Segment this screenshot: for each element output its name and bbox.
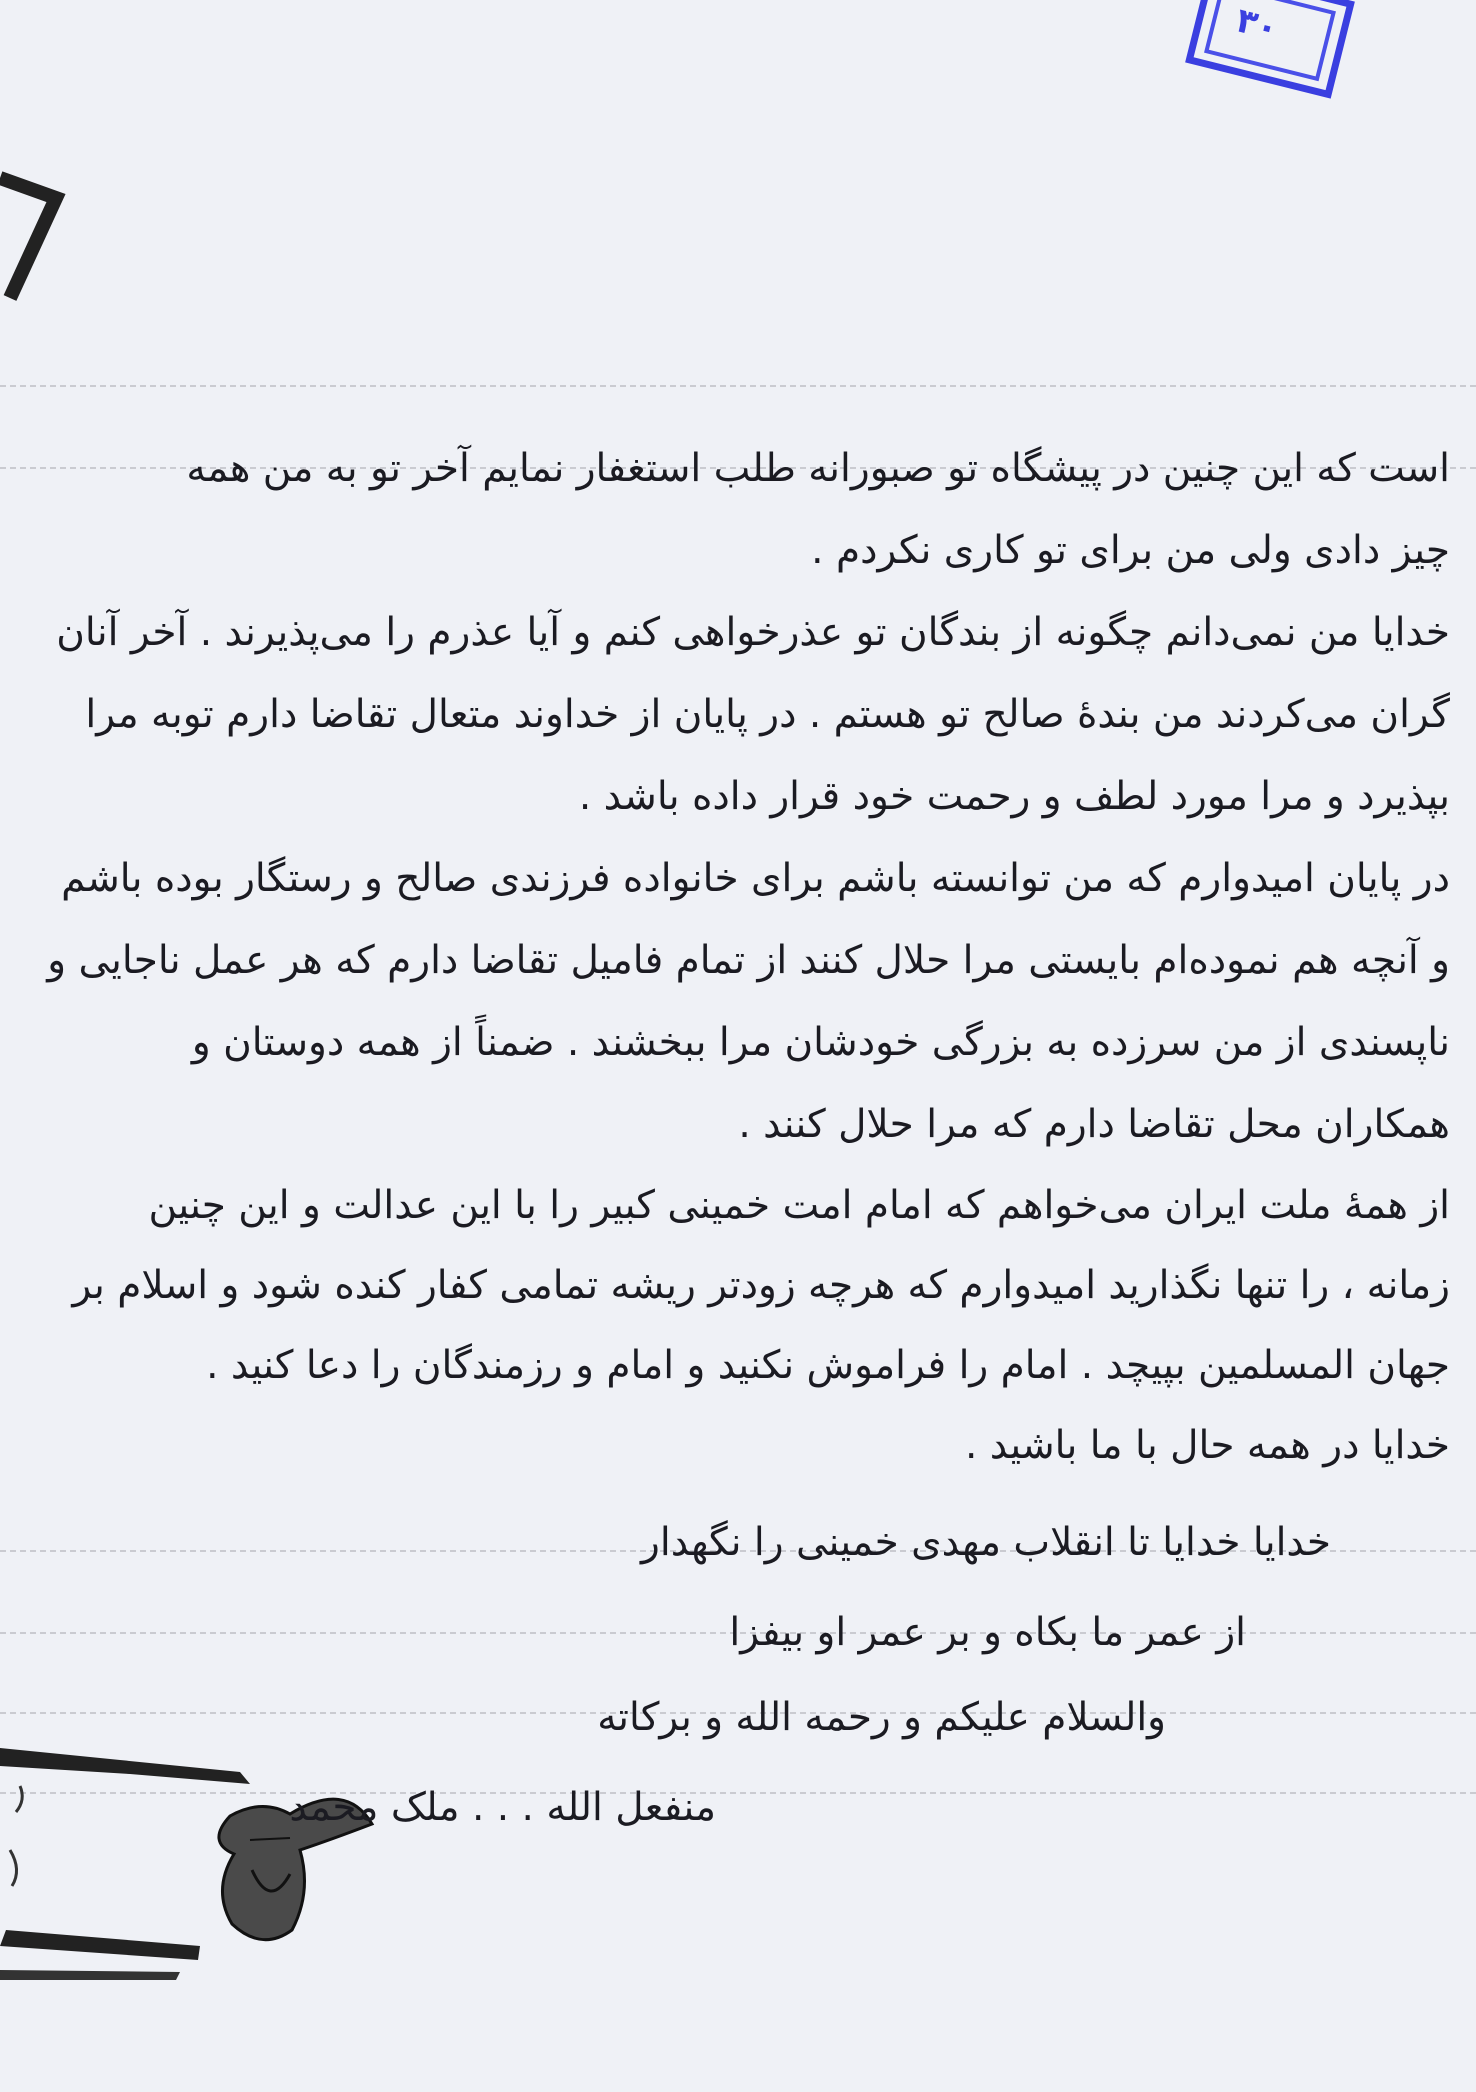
ruled-line xyxy=(0,385,1476,387)
letter-line: زمانه ، را تنها نگذارید امیدوارم که هرچه زودتر ریشه تمامی کفار کنده شود و اسلام بر xyxy=(72,1263,1450,1308)
letter-line: چیز دادی ولی من برای تو کاری نکردم . xyxy=(811,528,1450,573)
closing-line: والسلام علیکم و رحمه الله و برکاته xyxy=(597,1695,1166,1740)
bottom-left-emblem-image xyxy=(0,1720,380,1980)
closing-line: از عمر ما بکاه و بر عمر او بیفزا xyxy=(729,1610,1246,1655)
letter-line: از همهٔ ملت ایران می‌خواهم که امام امت خمینی کبیر را با این عدالت و این چنین xyxy=(148,1183,1450,1228)
signature-line: منفعل الله . . . ملک محمد xyxy=(289,1785,716,1830)
registration-stamp xyxy=(1185,0,1355,99)
closing-line: خدایا خدایا تا انقلاب مهدی خمینی را نگهدار xyxy=(641,1520,1331,1565)
letter-line: گران می‌کردند من بندهٔ صالح تو هستم . در پایان از خداوند متعال تقاضا دارم توبه مرا xyxy=(85,692,1450,737)
letter-body xyxy=(30,428,1450,1486)
letter-line: است که این چنین در پیشگاه تو صبورانه طلب استغفار نمایم آخر تو به من همه xyxy=(186,446,1450,491)
letter-line: همکاران محل تقاضا دارم که مرا حلال کنند . xyxy=(738,1102,1450,1147)
letter-line: در پایان امیدوارم که من توانسته باشم برای خانواده فرزندی صالح و رستگار بوده باشم xyxy=(61,856,1450,901)
letter-line: خدایا در همه حال با ما باشید . xyxy=(964,1423,1450,1468)
letter-line: ناپسندی از من سرزده به بزرگی خودشان مرا ببخشند . ضمناً از همه دوستان و xyxy=(191,1020,1450,1065)
letter-line: خدایا من نمی‌دانم چگونه از بندگان تو عذرخواهی کنم و آیا عذرم را می‌پذیرند . آخر آنان xyxy=(56,610,1450,655)
corner-mark xyxy=(0,170,70,310)
stamp-digits: ۳۰ xyxy=(1232,0,1283,50)
letter-line: بپذیرد و مرا مورد لطف و رحمت خود قرار داده باشد . xyxy=(578,774,1450,819)
letter-line: و آنچه هم نموده‌ام بایستی مرا حلال کنند از تمام فامیل تقاضا دارم که هر عمل ناجایی و xyxy=(47,938,1450,983)
letter-line: جهان المسلمین بپیچد . امام را فراموش نکنید و امام و رزمندگان را دعا کنید . xyxy=(206,1343,1450,1388)
